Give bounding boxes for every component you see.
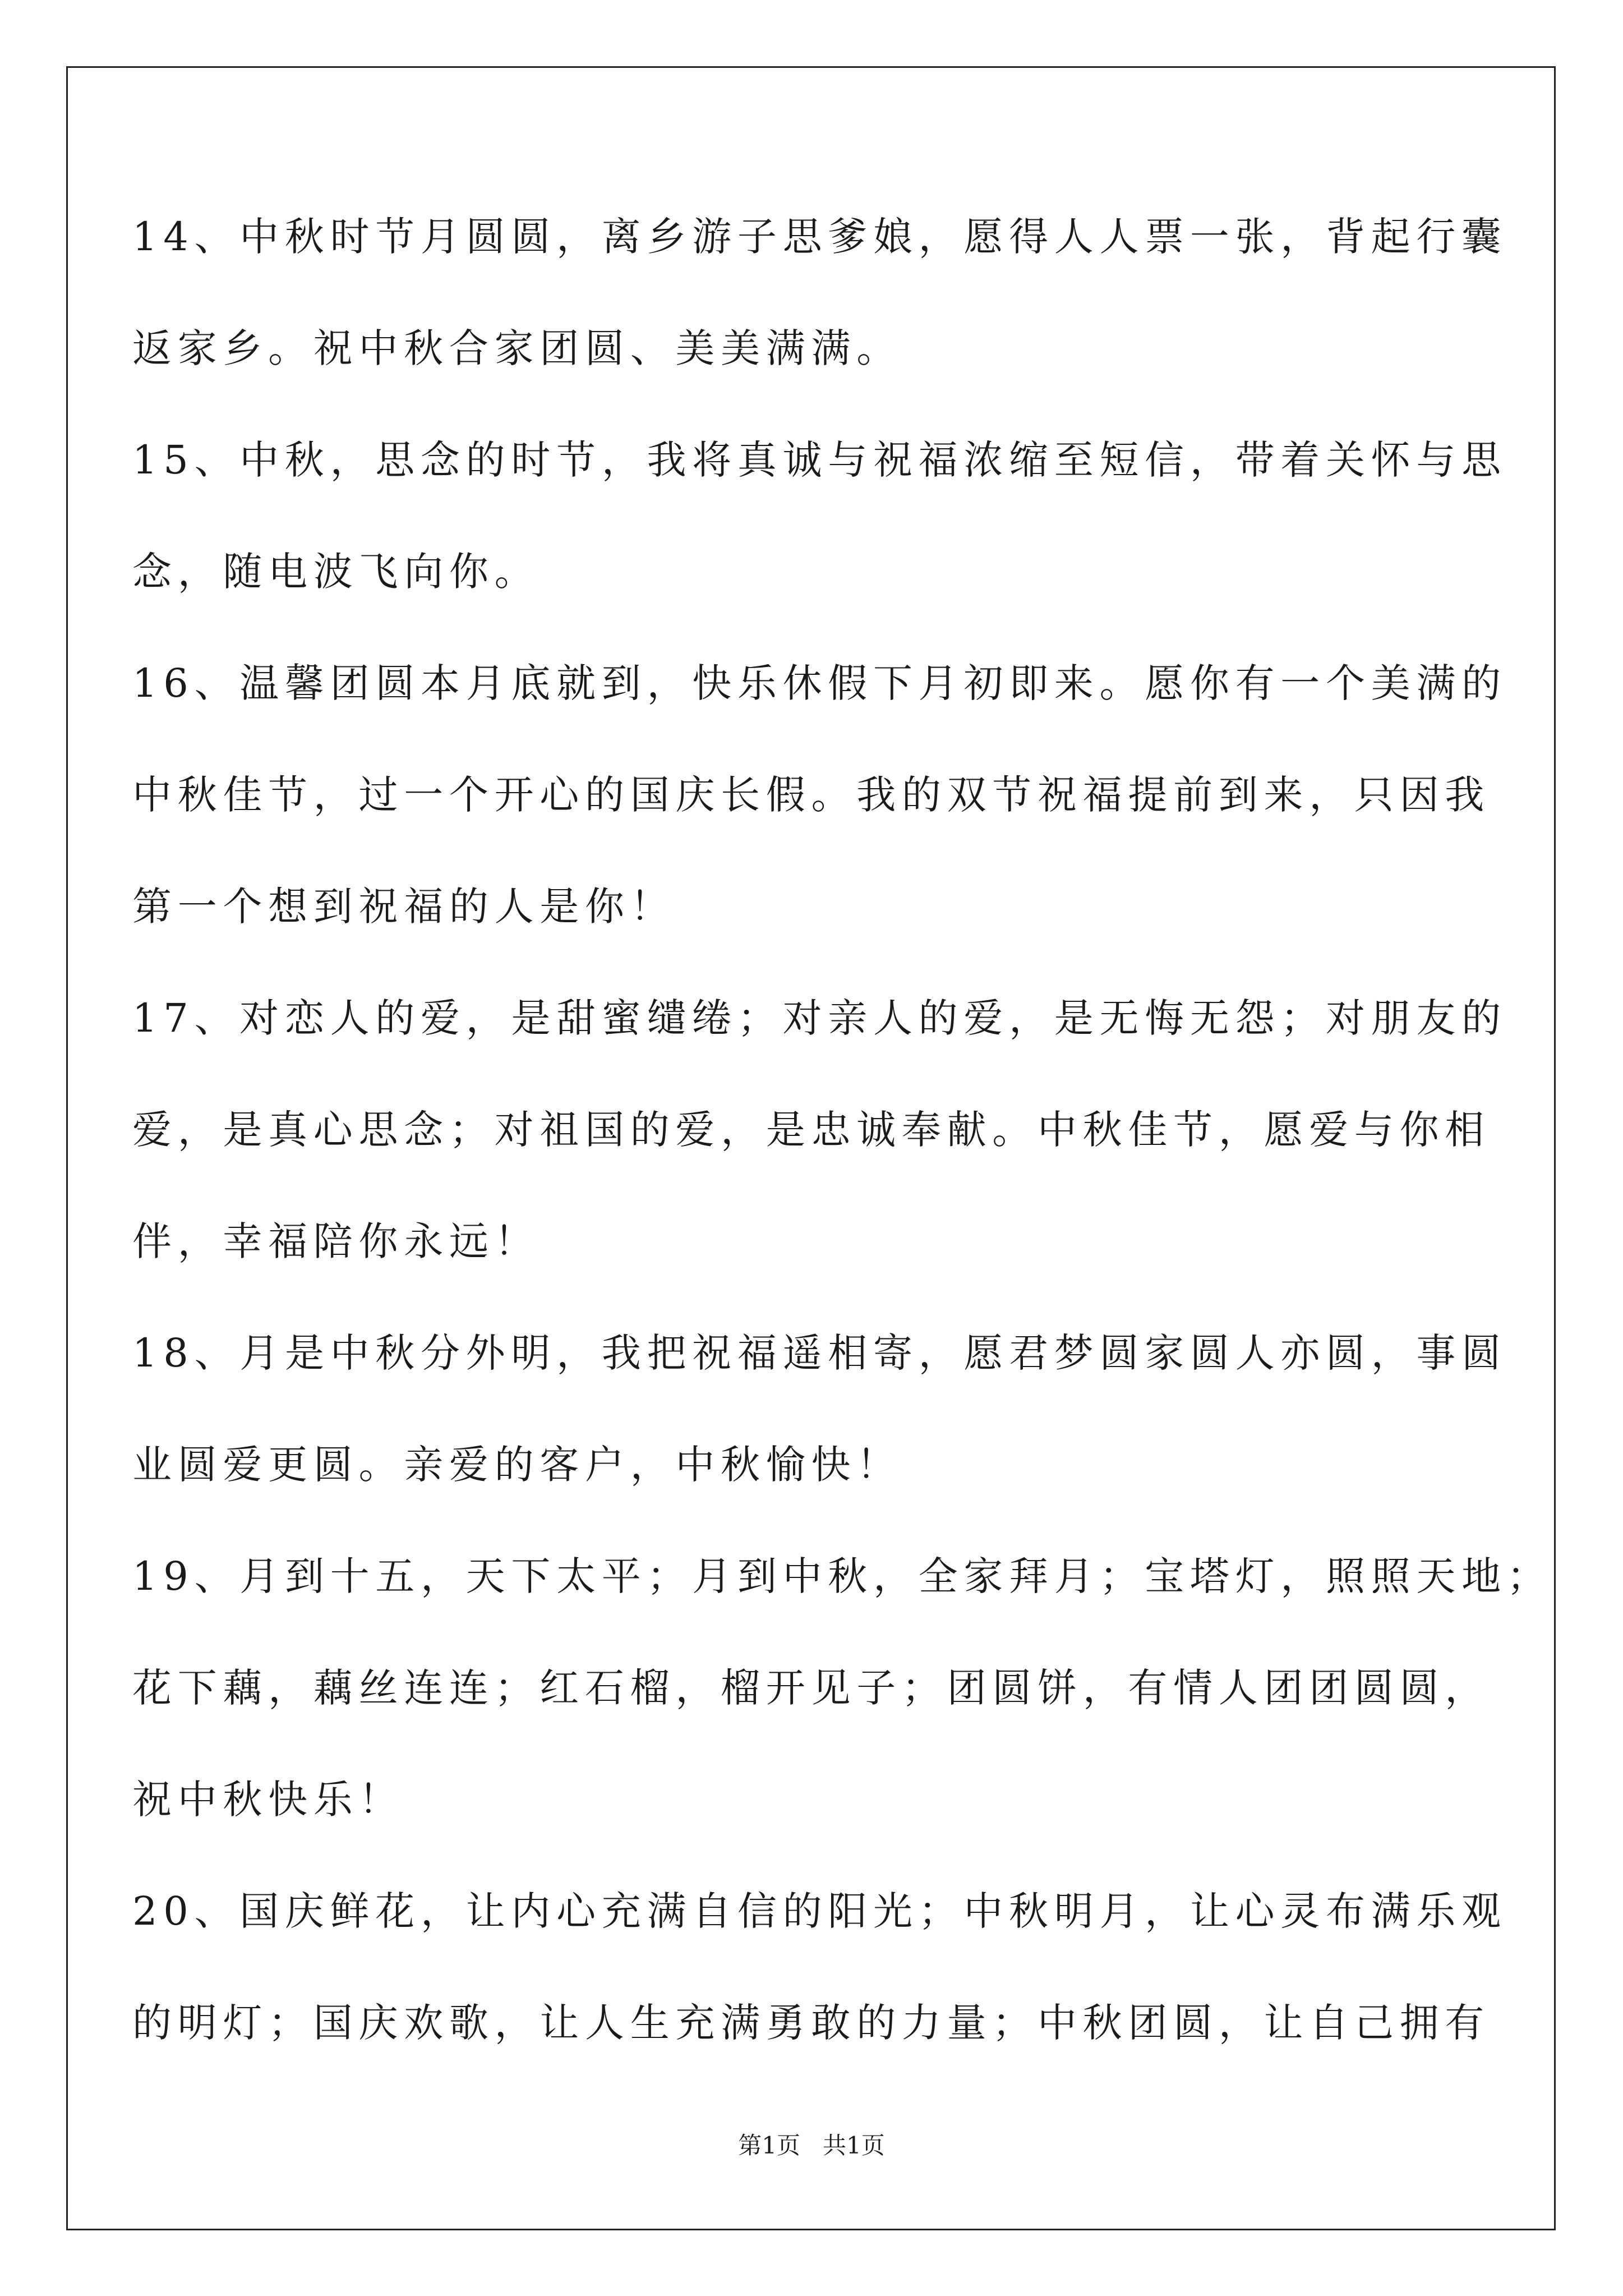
text-line: 念，随电波飞向你。 [132,549,540,595]
text-line: 返家乡。祝中秋合家团圆、美美满满。 [132,325,902,371]
text-line: 中秋佳节，过一个开心的国庆长假。我的双节祝福提前到来，只因我 [132,772,1490,818]
text-line: 爱，是真心思念；对祖国的爱，是忠诚奉献。中秋佳节，愿爱与你相 [132,1107,1490,1153]
text-line: 花下藕，藕丝连连；红石榴，榴开见子；团圆饼，有情人团团圆圆， [132,1665,1490,1711]
text-line: 伴，幸福陪你永远！ [132,1218,540,1264]
page-total: 共1页 [823,2132,885,2159]
text-line: 19、月到十五，天下太平；月到中秋，全家拜月；宝塔灯，照照天地； [132,1553,1552,1599]
text-line: 15、中秋，思念的时节，我将真诚与祝福浓缩至短信，带着关怀与思 [132,437,1507,483]
text-line: 18、月是中秋分外明，我把祝福遥相寄，愿君梦圆家圆人亦圆，事圆 [132,1330,1507,1376]
text-line: 14、中秋时节月圆圆，离乡游子思爹娘，愿得人人票一张，背起行囊 [132,214,1507,260]
page-footer [0,2129,1623,2162]
page-number: 第1页 [738,2132,800,2159]
text-line: 16、温馨团圆本月底就到，快乐休假下月初即来。愿你有一个美满的 [132,660,1507,706]
text-line: 业圆爱更圆。亲爱的客户，中秋愉快！ [132,1442,902,1488]
text-line: 的明灯；国庆欢歌，让人生充满勇敢的力量；中秋团圆，让自己拥有 [132,2000,1490,2046]
text-line: 祝中秋快乐！ [132,1777,404,1823]
text-line: 20、国庆鲜花，让内心充满自信的阳光；中秋明月，让心灵布满乐观 [132,1888,1507,1934]
text-line: 第一个想到祝福的人是你！ [132,884,676,930]
text-line: 17、对恋人的爱，是甜蜜缱绻；对亲人的爱，是无悔无怨；对朋友的 [132,995,1507,1041]
